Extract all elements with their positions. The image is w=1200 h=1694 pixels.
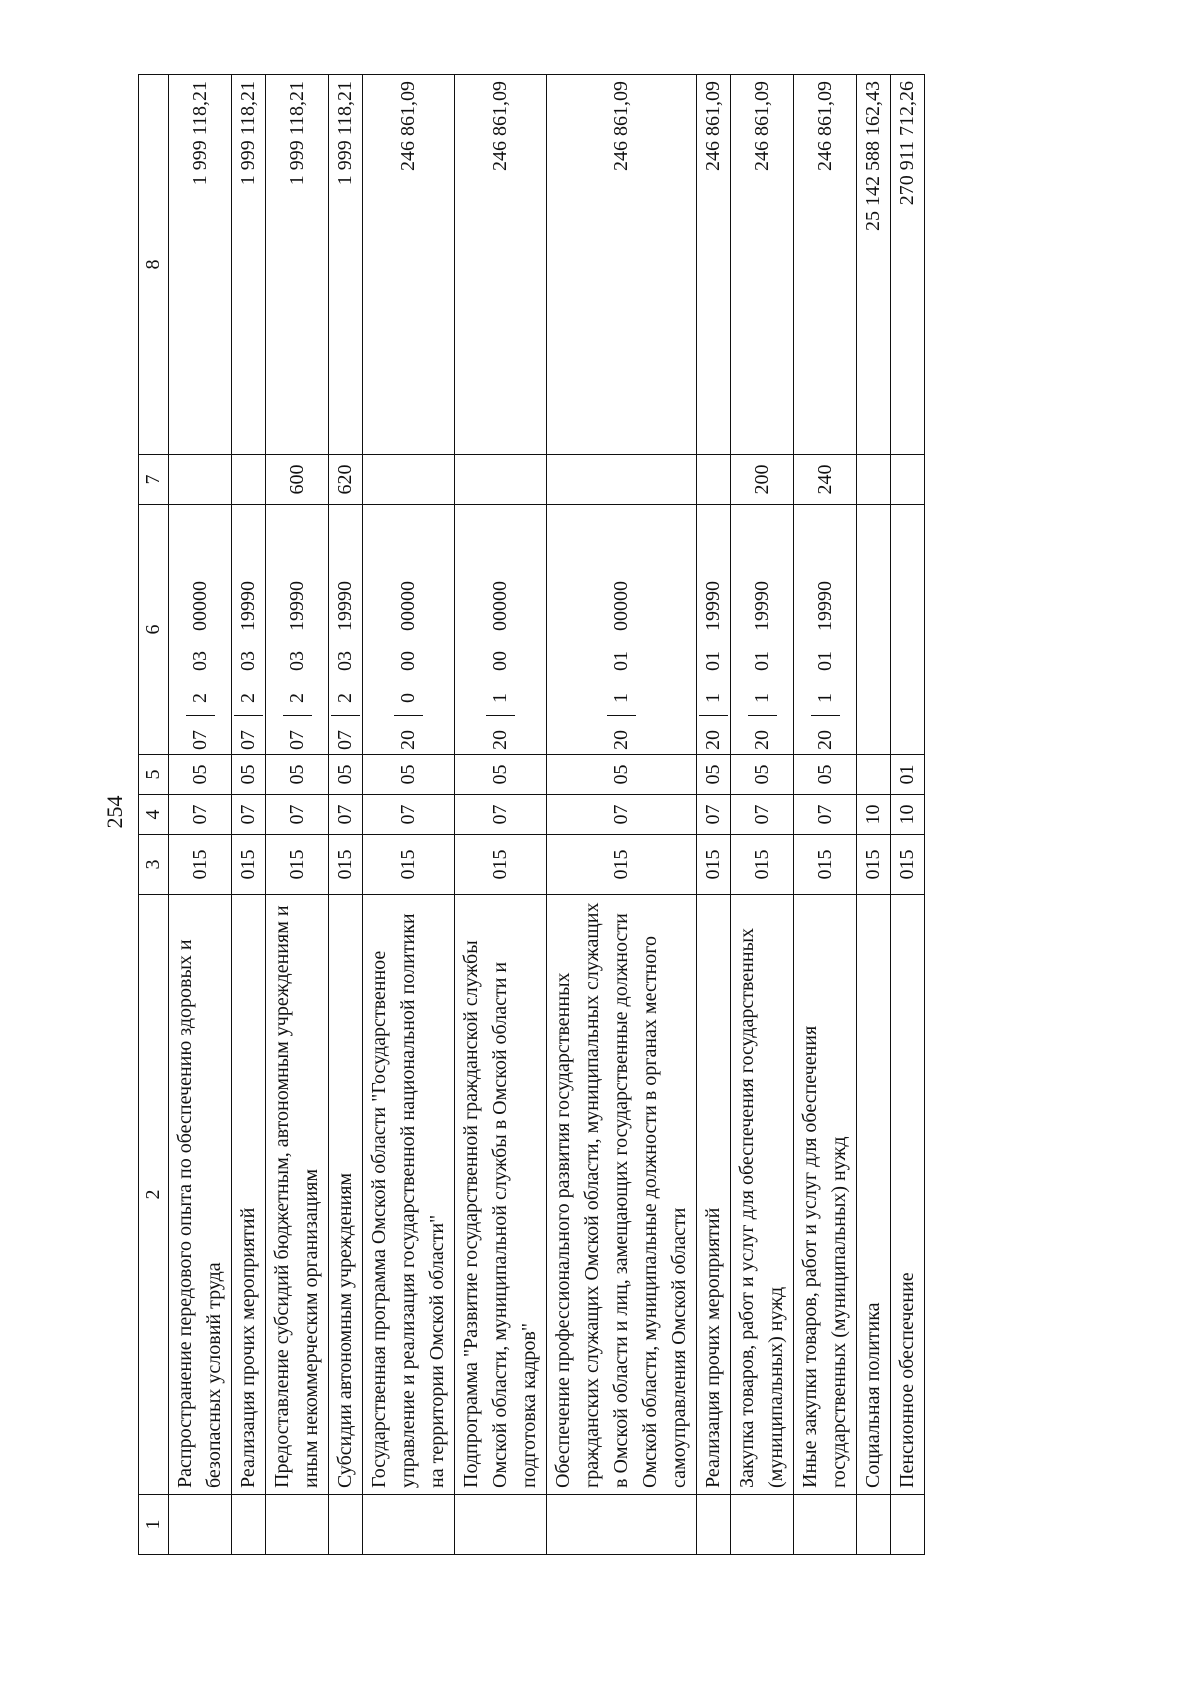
cell-admin-code: 015 [232,835,266,895]
cell-admin-code: 015 [329,835,363,895]
table-row [857,75,891,1555]
direction-code: 00000 [188,581,211,631]
cell-admin-code: 015 [857,835,891,895]
subprogram-code: 2 [237,693,259,703]
direction-code: 19990 [285,581,308,631]
cell-expense-type [547,455,697,505]
cell-subsection: 05 [266,755,329,795]
subprogram-code: 1 [489,693,511,703]
cell-number [232,1495,266,1555]
cell-target-article [857,505,891,755]
table-row [266,75,329,1555]
target-article-code [186,509,215,750]
cell-admin-code: 015 [455,835,547,895]
cell-amount: 270 911 712,26 [891,75,925,455]
cell-admin-code: 015 [891,835,925,895]
table-row [794,75,857,1555]
cell-number [329,1495,363,1555]
page-number: 254 [102,795,127,829]
subprogram-code: 1 [813,693,836,703]
direction-code: 19990 [237,581,259,631]
cell-number [455,1495,547,1555]
cell-section: 07 [266,795,329,835]
cell-section: 10 [857,795,891,835]
program-code: 07 [283,715,312,750]
cell-section: 07 [169,795,232,835]
cell-subsection: 01 [891,755,925,795]
cell-expense-type: 200 [731,455,794,505]
cell-subsection: 05 [547,755,697,795]
cell-amount: 1 999 118,21 [329,75,363,455]
cell-expense-type: 240 [794,455,857,505]
cell-number [857,1495,891,1555]
activity-code: 00 [397,651,419,671]
header-col-7: 7 [139,455,169,505]
cell-section: 07 [455,795,547,835]
cell-number [794,1495,857,1555]
cell-amount: 246 861,09 [363,75,455,455]
cell-section: 07 [363,795,455,835]
cell-expense-type [169,455,232,505]
table-row [455,75,547,1555]
cell-admin-code: 015 [731,835,794,895]
cell-name: Субсидии автономным учреждениям [329,895,363,1495]
cell-number [547,1495,697,1555]
cell-expense-type [363,455,455,505]
direction-code: 19990 [702,581,724,631]
table-row [891,75,925,1555]
program-code: 20 [607,715,636,750]
subprogram-code: 1 [702,693,724,703]
subprogram-code: 1 [750,693,773,703]
cell-section: 07 [329,795,363,835]
target-article-code [234,509,263,750]
cell-amount: 1 999 118,21 [266,75,329,455]
target-article-code [748,509,777,750]
cell-subsection: 05 [232,755,266,795]
cell-section: 07 [547,795,697,835]
activity-code: 00 [489,651,511,671]
cell-amount: 1 999 118,21 [232,75,266,455]
cell-name: Предоставление субсидий бюджетным, автономным учреждениям и иным некоммерческим организациям [266,895,329,1495]
program-code: 07 [331,715,360,750]
cell-admin-code: 015 [697,835,731,895]
cell-subsection: 05 [329,755,363,795]
table-row [697,75,731,1555]
cell-name: Реализация прочих мероприятий [232,895,266,1495]
budget-table [138,74,925,1555]
cell-admin-code: 015 [363,835,455,895]
target-article-code [607,509,636,750]
cell-admin-code: 015 [169,835,232,895]
header-col-2: 2 [139,895,169,1495]
activity-code: 03 [237,651,259,671]
cell-target-article [363,505,455,755]
cell-amount: 246 861,09 [455,75,547,455]
cell-section: 07 [731,795,794,835]
cell-name: Пенсионное обеспечение [891,895,925,1495]
target-article-code [811,509,840,750]
target-article-code [486,509,515,750]
cell-amount: 246 861,09 [794,75,857,455]
subprogram-code: 2 [188,693,211,703]
cell-subsection [857,755,891,795]
cell-target-article [329,505,363,755]
activity-code: 03 [285,651,308,671]
cell-target-article [891,505,925,755]
cell-admin-code: 015 [547,835,697,895]
table-row [547,75,697,1555]
cell-name: Иные закупки товаров, работ и услуг для обеспечения государственных (муниципальных) нужд [794,895,857,1495]
cell-section: 07 [794,795,857,835]
program-code: 20 [811,715,840,750]
table-header-row [139,75,169,1555]
cell-subsection: 05 [363,755,455,795]
cell-number [697,1495,731,1555]
cell-admin-code: 015 [266,835,329,895]
cell-name: Закупка товаров, работ и услуг для обеспечения государственных (муниципальных) нужд [731,895,794,1495]
cell-amount: 1 999 118,21 [169,75,232,455]
activity-code: 01 [702,651,724,671]
cell-target-article [266,505,329,755]
program-code: 07 [234,715,263,750]
cell-name: Подпрограмма "Развитие государственной гражданской службы Омской области, муниципальной службы в Омской области и подготовка кадров" [455,895,547,1495]
direction-code: 19990 [750,581,773,631]
cell-section: 07 [697,795,731,835]
cell-expense-type [857,455,891,505]
program-code: 07 [186,715,215,750]
target-article-code [394,509,423,750]
program-code: 20 [394,715,423,750]
subprogram-code: 1 [610,693,632,703]
target-article-code [283,509,312,750]
cell-name: Распространение передового опыта по обеспечению здоровых и безопасных условий труда [169,895,232,1495]
cell-number [891,1495,925,1555]
cell-subsection: 05 [169,755,232,795]
subprogram-code: 2 [334,693,356,703]
cell-expense-type [697,455,731,505]
header-col-5: 5 [139,755,169,795]
cell-target-article [455,505,547,755]
cell-name: Обеспечение профессионального развития государственных гражданских служащих Омской области, муниципальных служащих в Омской области и лиц, замещающих государственные должности Омской области, муниципальные должности в органах местного самоуправления Омской области [547,895,697,1495]
direction-code: 19990 [334,581,356,631]
program-code: 20 [486,715,515,750]
budget-table-container [138,75,1078,1555]
cell-number [731,1495,794,1555]
cell-amount: 246 861,09 [547,75,697,455]
cell-expense-type: 620 [329,455,363,505]
activity-code: 03 [334,651,356,671]
table-row [232,75,266,1555]
cell-name: Реализация прочих мероприятий [697,895,731,1495]
cell-subsection: 05 [794,755,857,795]
header-col-4: 4 [139,795,169,835]
cell-amount: 246 861,09 [731,75,794,455]
subprogram-code: 0 [397,693,419,703]
cell-subsection: 05 [697,755,731,795]
activity-code: 01 [813,651,836,671]
activity-code: 03 [188,651,211,671]
cell-name: Государственная программа Омской области "Государственное управление и реализация государственной национальной политики на территории Омской области" [363,895,455,1495]
activity-code: 01 [610,651,632,671]
cell-target-article [232,505,266,755]
cell-expense-type: 600 [266,455,329,505]
target-article-code [331,509,360,750]
cell-number [169,1495,232,1555]
header-col-1: 1 [139,1495,169,1555]
subprogram-code: 2 [285,693,308,703]
cell-number [363,1495,455,1555]
header-col-6: 6 [139,505,169,755]
cell-name: Социальная политика [857,895,891,1495]
cell-expense-type [455,455,547,505]
header-col-8: 8 [139,75,169,455]
direction-code: 00000 [610,581,632,631]
cell-target-article [169,505,232,755]
cell-amount: 25 142 588 162,43 [857,75,891,455]
cell-admin-code: 015 [794,835,857,895]
table-row [329,75,363,1555]
direction-code: 00000 [397,581,419,631]
cell-subsection: 05 [731,755,794,795]
activity-code: 01 [750,651,773,671]
table-row [363,75,455,1555]
program-code: 20 [699,715,728,750]
cell-section: 10 [891,795,925,835]
cell-section: 07 [232,795,266,835]
header-col-3: 3 [139,835,169,895]
program-code: 20 [748,715,777,750]
cell-expense-type [891,455,925,505]
cell-target-article [697,505,731,755]
direction-code: 19990 [813,581,836,631]
cell-number [266,1495,329,1555]
table-row [169,75,232,1555]
cell-target-article [731,505,794,755]
cell-target-article [547,505,697,755]
target-article-code [699,509,728,750]
cell-amount: 246 861,09 [697,75,731,455]
cell-target-article [794,505,857,755]
cell-expense-type [232,455,266,505]
direction-code: 00000 [489,581,511,631]
cell-subsection: 05 [455,755,547,795]
table-row [731,75,794,1555]
